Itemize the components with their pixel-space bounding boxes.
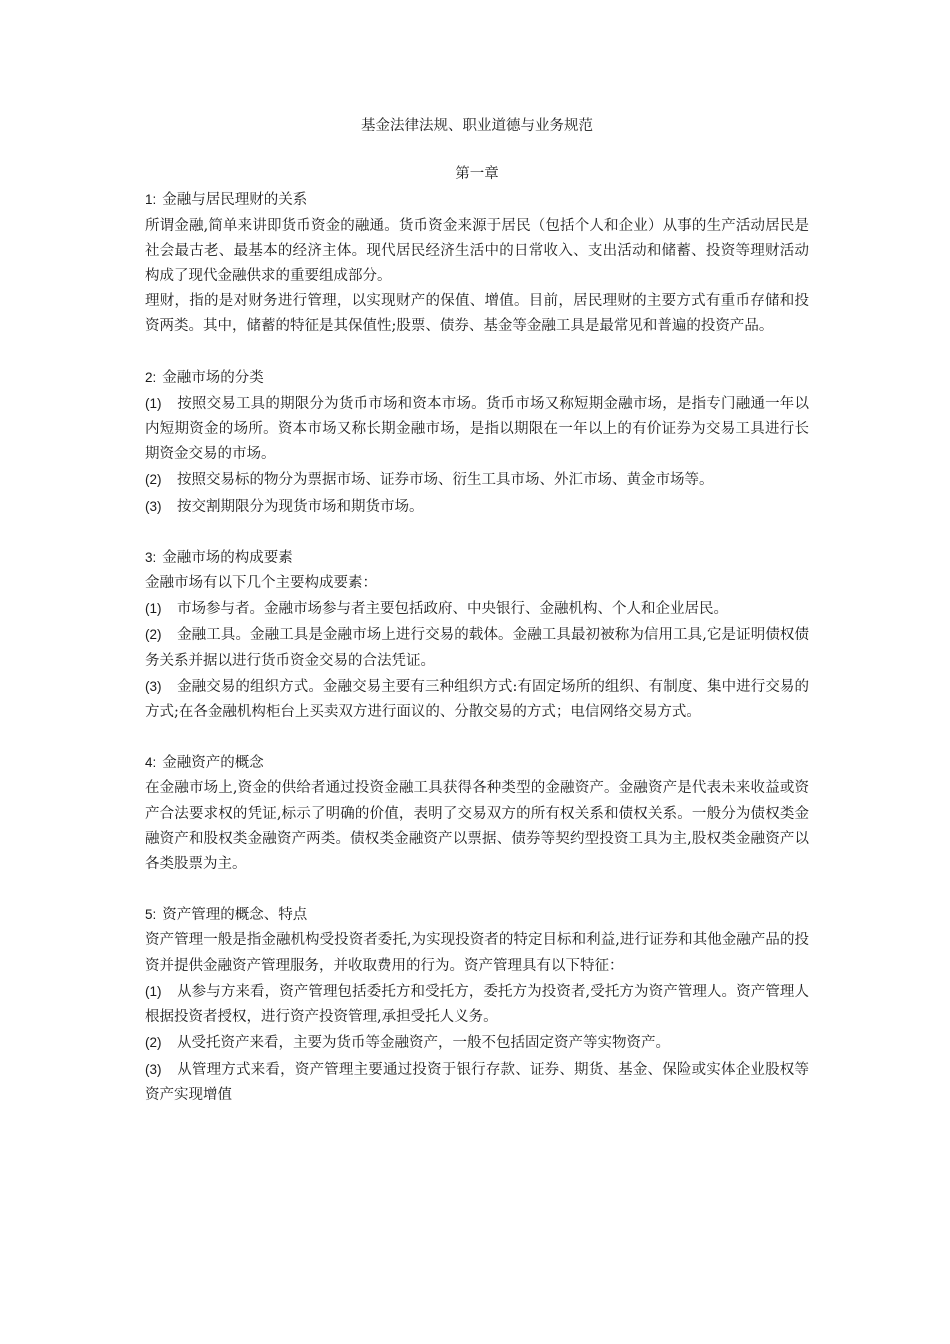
section-number: 2: [145,369,157,385]
section-heading [145,750,809,776]
paragraph: 在金融市场上,资金的供给者通过投资金融工具获得各种类型的金融资产。金融资产是代表未来收益或资产合法要求权的凭证,标示了明确的价值，表明了交易双方的所有权关系和债权关系。一般分为债权类金融资产和股权类金融资产两类。债权类金融资产以票据、债券等契约型投资工具为主,股权类金融资产以各类股票为主。 [145,780,809,873]
section-heading-text: 金融与居民理财的关系 [162,192,308,209]
section-number: 5: [145,907,157,923]
item-number: (3) [145,678,162,694]
item-number: (1) [145,601,162,617]
item-text: 金融交易的组织方式。金融交易主要有三种组织方式:有固定场所的组织、有制度、集中进行交易的方式;在各金融机构柜台上买卖双方进行面议的、分散交易的方式；电信网络交易方式。 [145,678,809,721]
paragraph: 理财，指的是对财务进行管理，以实现财产的保值、增值。目前，居民理财的主要方式有重币存储和投资两类。其中，储蓄的特征是其保值性;股票、债券、基金等金融工具是最常见和普遍的投资产品。 [145,293,809,335]
item-text: 按交割期限分为现货市场和期货市场。 [177,498,424,515]
chapter-heading: 第一章 [455,166,499,183]
item-text: 从管理方式来看，资产管理主要通过投资于银行存款、证券、期货、基金、保险或实体企业股权等资产实现增值 [145,1061,809,1103]
numbered-item [145,494,809,520]
paragraph: 资产管理一般是指金融机构受投资者委托,为实现投资者的特定目标和利益,进行证券和其他金融产品的投资并提供金融资产管理服务，并收取费用的行为。资产管理具有以下特征： [145,932,809,974]
item-text: 从受托资产来看，主要为货币等金融资产，一般不包括固定资产等实物资产。 [177,1035,670,1052]
item-number: (3) [145,498,162,514]
section-number: 1: [145,192,157,208]
item-text: 金融工具。金融工具是金融市场上进行交易的载体。金融工具最初被称为信用工具,它是证明债权债务关系并据以进行货币资金交易的合法凭证。 [145,627,809,669]
numbered-item [145,979,809,1030]
numbered-item [145,467,809,493]
item-text: 市场参与者。金融市场参与者主要包括政府、中央银行、金融机构、个人和企业居民。 [177,601,728,618]
section-heading-text: 资产管理的概念、特点 [162,907,308,924]
sections-container [145,187,809,1108]
section [145,545,809,725]
item-text: 按照交易工具的期限分为货币市场和资本市场。货币市场又称短期金融市场，是指专门融通一年以内短期资金的场所。资本市场又称长期金融市场，是指以期限在一年以上的有价证券为交易工具进行长期资金交易的市场。 [145,395,809,463]
numbered-item [145,391,809,468]
section-heading [145,365,809,391]
section [145,902,809,1108]
section-heading-text: 金融市场的分类 [162,369,264,386]
section-heading [145,902,809,928]
item-number: (2) [145,472,162,488]
paragraph: 金融市场有以下几个主要构成要素： [145,575,377,592]
section-heading-text: 金融资产的概念 [162,755,264,772]
section-number: 3: [145,549,157,565]
document-title: 基金法律法规、职业道德与业务规范 [361,118,593,134]
item-number: (3) [145,1061,162,1077]
section-heading [145,545,809,571]
section-heading [145,187,809,213]
item-text: 从参与方来看，资产管理包括委托方和受托方，委托方为投资者,受托方为资产管理人。资产管理人根据投资者授权，进行资产投资管理,承担受托人义务。 [145,983,809,1026]
section [145,365,809,520]
document-page [145,114,809,1108]
paragraph: 所谓金融,简单来讲即货币资金的融通。货币资金来源于居民（包括个人和企业）从事的生产活动居民是社会最古老、最基本的经济主体。现代居民经济生活中的日常收入、支出活动和储蓄、投资等理财活动构成了现代金融供求的重要组成部分。 [145,217,809,285]
item-number: (1) [145,395,162,411]
item-text: 按照交易标的物分为票据市场、证券市场、衍生工具市场、外汇市场、黄金市场等。 [177,472,714,489]
item-number: (1) [145,983,162,999]
section [145,187,809,339]
numbered-item [145,596,809,622]
numbered-item [145,1030,809,1056]
item-number: (2) [145,627,162,643]
item-number: (2) [145,1035,162,1051]
section-heading-text: 金融市场的构成要素 [162,549,293,566]
numbered-item [145,1057,809,1108]
section-number: 4: [145,755,157,771]
section [145,750,809,877]
numbered-item [145,622,809,673]
numbered-item [145,674,809,725]
